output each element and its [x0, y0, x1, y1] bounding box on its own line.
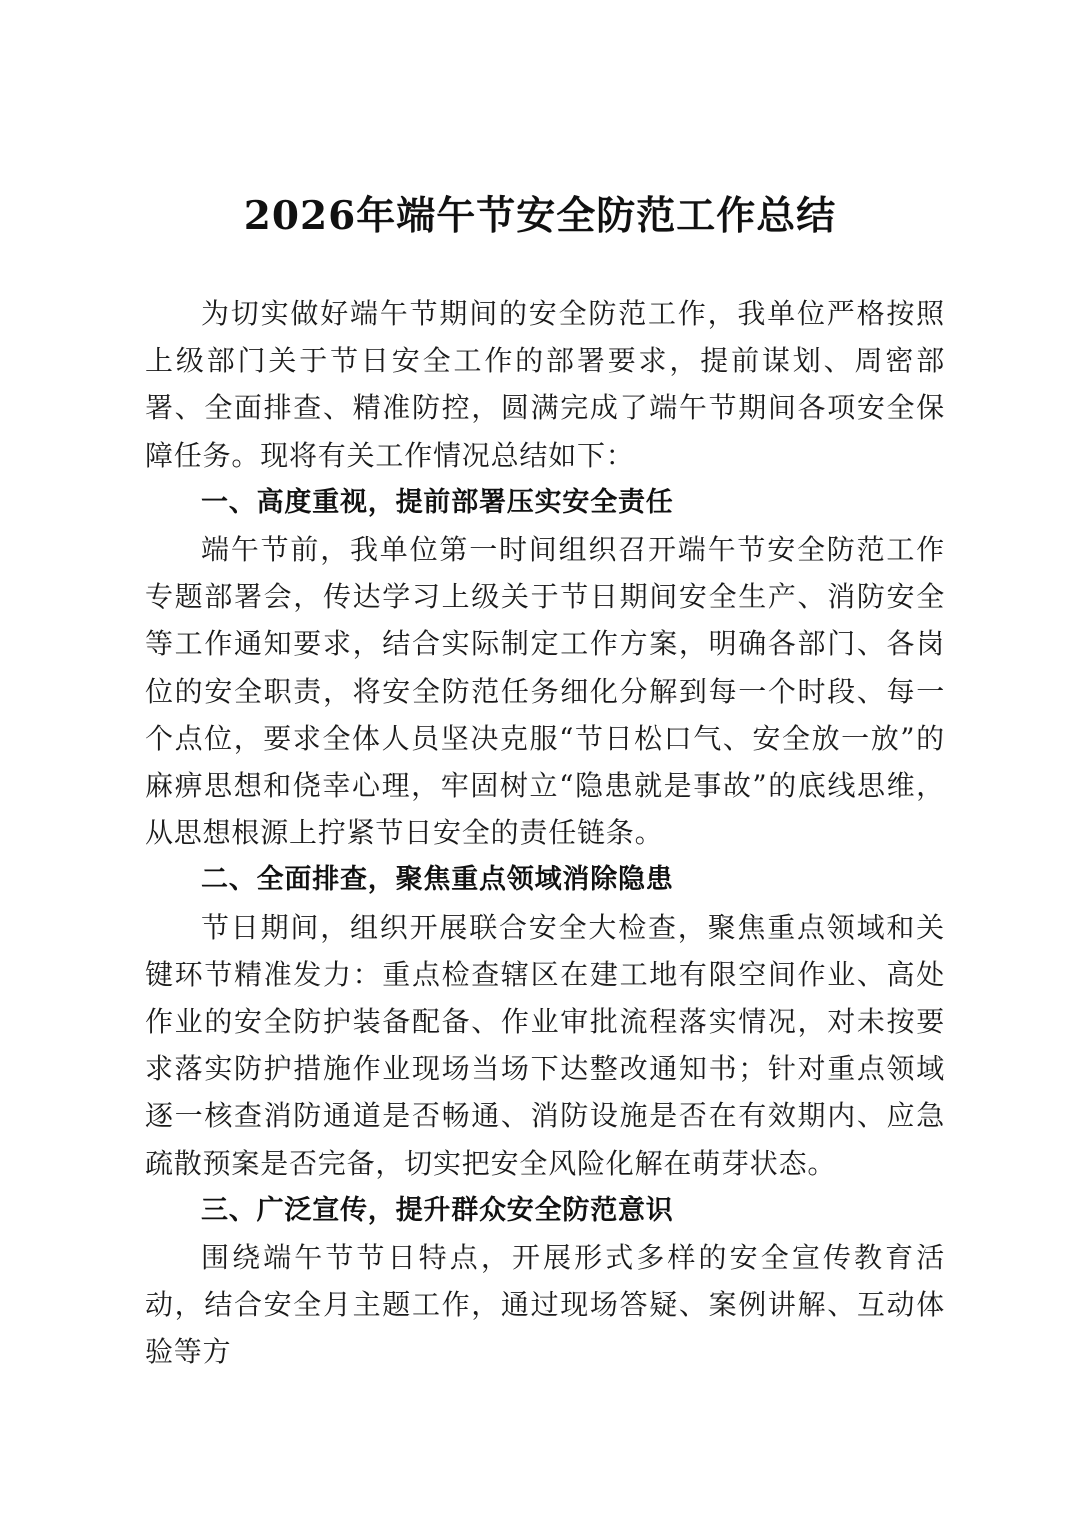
- intro-paragraph: 为切实做好端午节期间的安全防范工作，我单位严格按照上级部门关于节日安全工作的部署要求，提前谋划、周密部署、全面排查、精准防控，圆满完成了端午节期间各项安全保障任务。现将有关工作情况总结如下：: [145, 297, 945, 472]
- section-heading-2: 二、全面排查，聚焦重点领域消除隐患: [201, 864, 674, 896]
- section-heading-3: 三、广泛宣传，提升群众安全防范意识: [201, 1194, 674, 1226]
- section-body-2: 节日期间，组织开展联合安全大检查，聚焦重点领域和关键环节精准发力：重点检查辖区在建工地有限空间作业、高处作业的安全防护装备配备、作业审批流程落实情况，对未按要求落实防护措施作业现场当场下达整改通知书；针对重点领域逐一核查消防通道是否畅通、消防设施是否在有效期内、应急疏散预案是否完备，切实把安全风险化解在萌芽状态。: [145, 910, 945, 1180]
- document-title: 2026年端午节安全防范工作总结: [243, 193, 837, 239]
- document-body: [145, 290, 945, 1376]
- section-heading-1: 一、高度重视，提前部署压实安全责任: [201, 486, 674, 518]
- section-body-3: 围绕端午节节日特点，开展形式多样的安全宣传教育活动，结合安全月主题工作，通过现场答疑、案例讲解、互动体验等方: [145, 1241, 945, 1369]
- section-body-1: 端午节前，我单位第一时间组织召开端午节安全防范工作专题部署会，传达学习上级关于节日期间安全生产、消防安全等工作通知要求，结合实际制定工作方案，明确各部门、各岗位的安全职责，将安全防范任务细化分解到每一个时段、每一个点位，要求全体人员坚决克服“节日松口气、安全放一放”的麻痹思想和侥幸心理，牢固树立“隐患就是事故”的底线思维，从思想根源上拧紧节日安全的责任链条。: [145, 533, 945, 850]
